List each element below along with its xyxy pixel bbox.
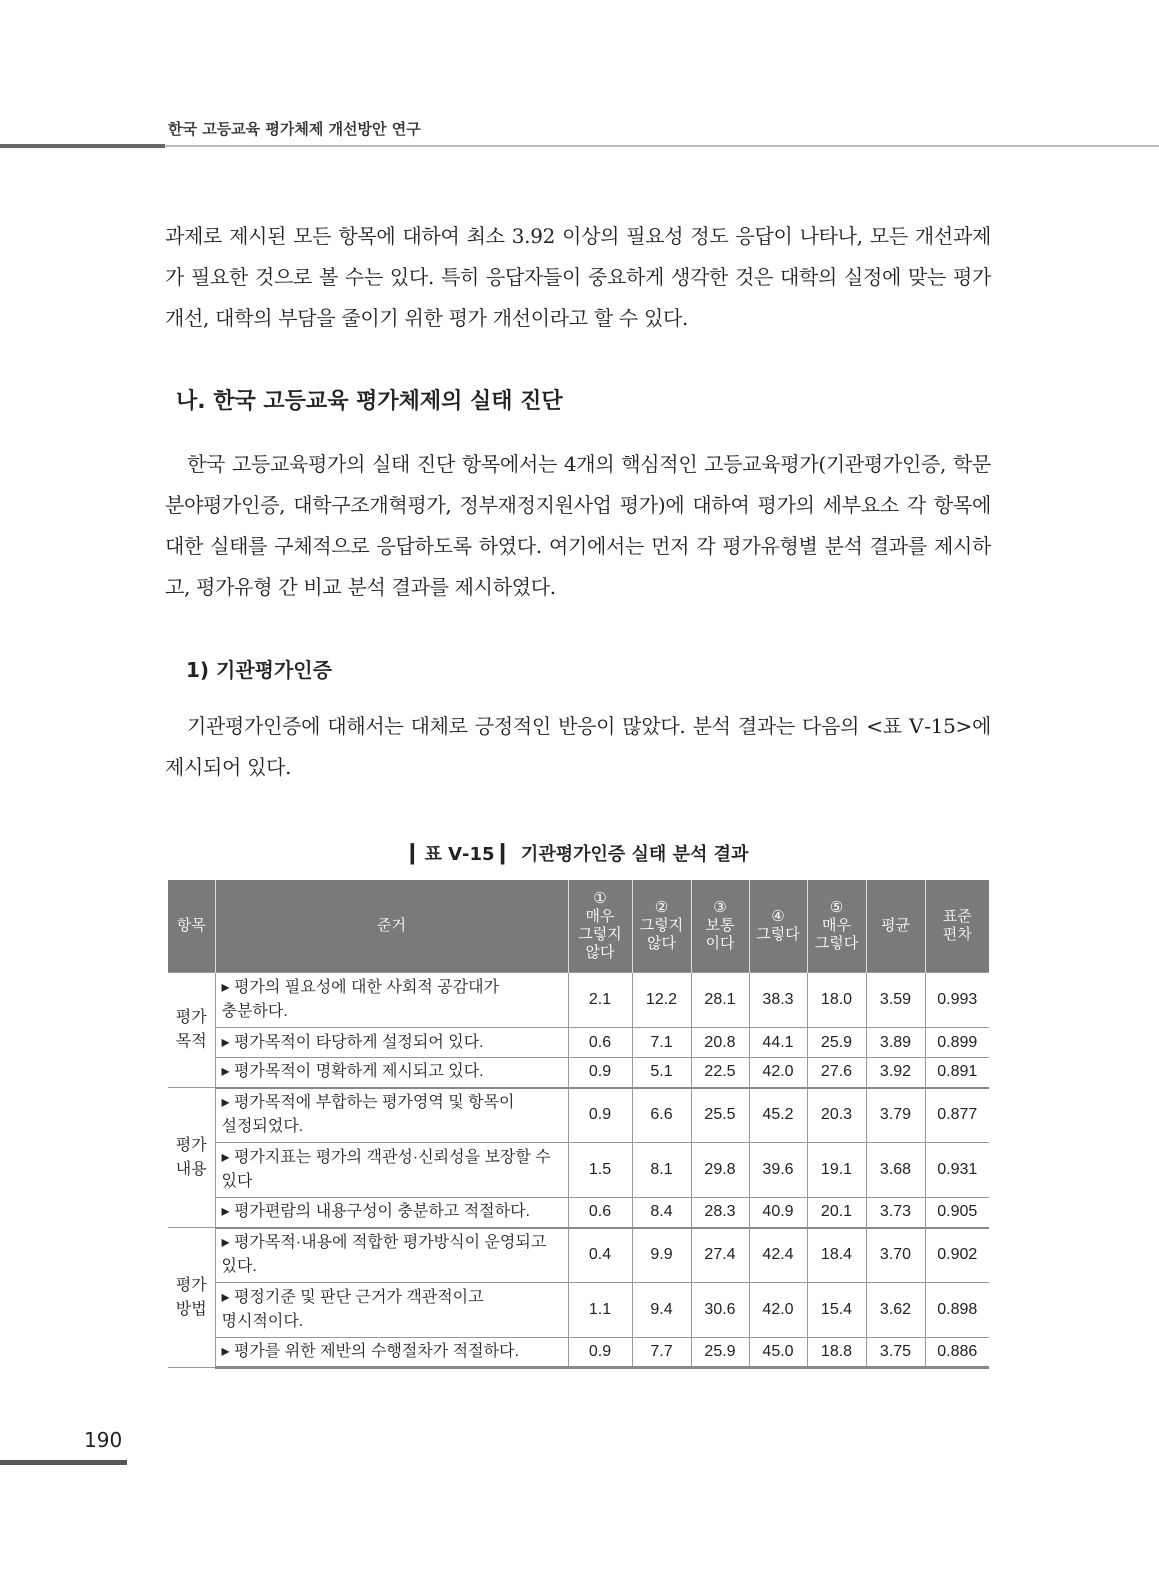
value-cell: 0.902: [925, 1228, 989, 1283]
column-header: ③ 보통 이다: [691, 880, 749, 973]
header-rule-accent: [0, 144, 165, 148]
value-cell: 0.9: [568, 1058, 632, 1088]
value-cell: 1.1: [568, 1283, 632, 1338]
value-cell: 42.4: [749, 1228, 807, 1283]
value-cell: 42.0: [749, 1058, 807, 1088]
value-cell: 0.898: [925, 1283, 989, 1338]
column-header: 항목: [168, 880, 215, 973]
value-cell: 19.1: [807, 1143, 866, 1198]
value-cell: 7.1: [632, 1028, 691, 1058]
table-row: [168, 1283, 989, 1338]
value-cell: 9.9: [632, 1228, 691, 1283]
value-cell: 38.3: [749, 973, 807, 1028]
table-row: [168, 1028, 989, 1058]
table-row: [168, 1143, 989, 1198]
value-cell: 45.0: [749, 1338, 807, 1368]
value-cell: 3.75: [866, 1338, 925, 1368]
value-cell: 18.4: [807, 1228, 866, 1283]
value-cell: 3.70: [866, 1228, 925, 1283]
value-cell: 2.1: [568, 973, 632, 1028]
paragraph-2: 한국 고등교육평가의 실태 진단 항목에서는 4개의 핵심적인 고등교육평가(기관평가인증, 학문분야평가인증, 대학구조개혁평가, 정부재정지원사업 평가)에 대하여 평가의 세부요소 각 항목에 대한 실태를 구체적으로 응답하도록 하였다. 여기에서는 먼저 각 평가유형별 분석 결과를 제시하고, 평가유형 간 비교 분석 결과를 제시하였다.: [165, 452, 991, 599]
value-cell: 9.4: [632, 1283, 691, 1338]
table-row: [168, 1088, 989, 1143]
paragraph-3: 기관평가인증에 대해서는 대체로 긍정적인 반응이 많았다. 분석 결과는 다음의 <표 Ⅴ-15>에 제시되어 있다.: [165, 714, 991, 779]
criterion-cell: ▸ 평가를 위한 제반의 수행절차가 적절하다.: [215, 1338, 568, 1368]
value-cell: 8.1: [632, 1143, 691, 1198]
value-cell: 25.9: [807, 1028, 866, 1058]
value-cell: 42.0: [749, 1283, 807, 1338]
value-cell: 0.877: [925, 1088, 989, 1143]
value-cell: 45.2: [749, 1088, 807, 1143]
column-header: ④ 그렇다: [749, 880, 807, 973]
value-cell: 0.9: [568, 1088, 632, 1143]
section-heading: 나. 한국 고등교육 평가체제의 실태 진단: [176, 389, 563, 414]
column-header: 준거: [215, 880, 568, 973]
value-cell: 0.4: [568, 1228, 632, 1283]
category-cell: 평가 방법: [168, 1228, 215, 1368]
value-cell: 39.6: [749, 1143, 807, 1198]
value-cell: 0.9: [568, 1338, 632, 1368]
value-cell: 28.1: [691, 973, 749, 1028]
page-number: 190: [84, 1428, 123, 1452]
value-cell: 30.6: [691, 1283, 749, 1338]
criterion-cell: ▸ 평가목적이 명확하게 제시되고 있다.: [215, 1058, 568, 1088]
table-row: [168, 973, 989, 1028]
column-header: ② 그렇지 않다: [632, 880, 691, 973]
table-row: [168, 1228, 989, 1283]
value-cell: 0.931: [925, 1143, 989, 1198]
value-cell: 3.79: [866, 1088, 925, 1143]
value-cell: 3.73: [866, 1198, 925, 1228]
table-caption: ▎표 Ⅴ-15 ▎ 기관평가인증 실태 분석 결과: [410, 844, 749, 865]
value-cell: 12.2: [632, 973, 691, 1028]
value-cell: 22.5: [691, 1058, 749, 1088]
subsection-heading: 1) 기관평가인증: [186, 658, 332, 682]
value-cell: 27.6: [807, 1058, 866, 1088]
value-cell: 3.62: [866, 1283, 925, 1338]
value-cell: 3.89: [866, 1028, 925, 1058]
value-cell: 0.891: [925, 1058, 989, 1088]
value-cell: 7.7: [632, 1338, 691, 1368]
value-cell: 0.993: [925, 973, 989, 1028]
table-row: [168, 1058, 989, 1088]
criterion-cell: ▸ 평가의 필요성에 대한 사회적 공감대가 충분하다.: [215, 973, 568, 1028]
value-cell: 0.905: [925, 1198, 989, 1228]
value-cell: 18.0: [807, 973, 866, 1028]
header-rule: [0, 145, 1159, 147]
value-cell: 15.4: [807, 1283, 866, 1338]
value-cell: 0.899: [925, 1028, 989, 1058]
value-cell: 44.1: [749, 1028, 807, 1058]
results-table: [168, 880, 989, 1369]
value-cell: 28.3: [691, 1198, 749, 1228]
value-cell: 29.8: [691, 1143, 749, 1198]
value-cell: 20.1: [807, 1198, 866, 1228]
value-cell: 3.59: [866, 973, 925, 1028]
column-header: ⑤ 매우 그렇다: [807, 880, 866, 973]
value-cell: 20.8: [691, 1028, 749, 1058]
value-cell: 0.886: [925, 1338, 989, 1368]
category-cell: 평가 내용: [168, 1088, 215, 1228]
column-header: 평균: [866, 880, 925, 973]
value-cell: 18.8: [807, 1338, 866, 1368]
criterion-cell: ▸ 평가목적·내용에 적합한 평가방식이 운영되고 있다.: [215, 1228, 568, 1283]
column-header: 표준 편차: [925, 880, 989, 973]
value-cell: 3.92: [866, 1058, 925, 1088]
criterion-cell: ▸ 평가편람의 내용구성이 충분하고 적절하다.: [215, 1198, 568, 1228]
paragraph-1: 과제로 제시된 모든 항목에 대하여 최소 3.92 이상의 필요성 정도 응답이 나타나, 모든 개선과제가 필요한 것으로 볼 수는 있다. 특히 응답자들이 중요하게 생각한 것은 대학의 실정에 맞는 평가 개선, 대학의 부담을 줄이기 위한 평가 개선이라고 할 수 있다.: [165, 224, 991, 330]
criterion-cell: ▸ 평가목적에 부합하는 평가영역 및 항목이 설정되었다.: [215, 1088, 568, 1143]
value-cell: 3.68: [866, 1143, 925, 1198]
criterion-cell: ▸ 평가목적이 타당하게 설정되어 있다.: [215, 1028, 568, 1058]
value-cell: 0.6: [568, 1198, 632, 1228]
criterion-cell: ▸ 평가지표는 평가의 객관성·신뢰성을 보장할 수 있다: [215, 1143, 568, 1198]
value-cell: 25.5: [691, 1088, 749, 1143]
value-cell: 8.4: [632, 1198, 691, 1228]
category-cell: 평가 목적: [168, 973, 215, 1088]
value-cell: 27.4: [691, 1228, 749, 1283]
criterion-cell: ▸ 평정기준 및 판단 근거가 객관적이고 명시적이다.: [215, 1283, 568, 1338]
table-header-row: [168, 880, 989, 973]
table-row: [168, 1198, 989, 1228]
value-cell: 1.5: [568, 1143, 632, 1198]
column-header: ① 매우 그렇지 않다: [568, 880, 632, 973]
value-cell: 0.6: [568, 1028, 632, 1058]
running-head: 한국 고등교육 평가체제 개선방안 연구: [168, 120, 421, 138]
value-cell: 5.1: [632, 1058, 691, 1088]
value-cell: 25.9: [691, 1338, 749, 1368]
footer-bar: [0, 1460, 127, 1465]
table-row: [168, 1338, 989, 1368]
value-cell: 40.9: [749, 1198, 807, 1228]
value-cell: 20.3: [807, 1088, 866, 1143]
value-cell: 6.6: [632, 1088, 691, 1143]
